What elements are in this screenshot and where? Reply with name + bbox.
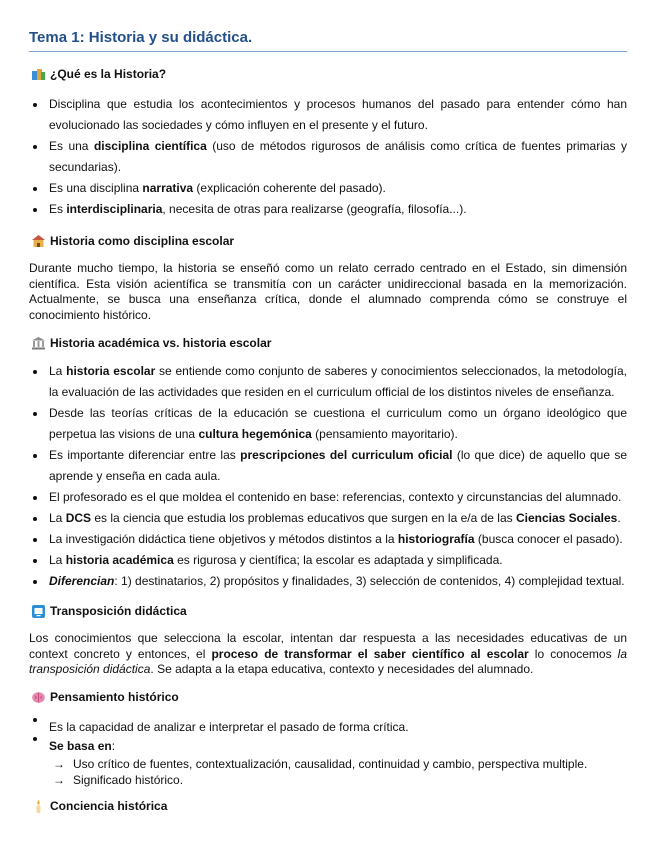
section-heading-text: Historia académica vs. historia escolar (50, 336, 272, 350)
list-item: Desde las teorías críticas de la educación se cuestiona el curriculum como un órgano ideológico que perpetua las visions de una cultura hegemónica (pensamiento mayoritario). (29, 403, 627, 445)
section-heading-text: Transposición didáctica (50, 604, 187, 618)
list-item: Es una disciplina narrativa (explicación coherente del pasado). (29, 178, 627, 199)
school-icon (32, 235, 45, 248)
arrow-icon: → (53, 773, 65, 787)
section-1-list (29, 94, 627, 220)
section-heading-academica-vs-escolar (32, 336, 271, 350)
candle-icon (32, 800, 45, 813)
list-item: La investigación didáctica tiene objetivos y métodos distintos a la historiografía (busca conocer el pasado). (29, 529, 627, 550)
list-item: Es una disciplina científica (uso de métodos rigurosos de análisis como crítica de fuentes primarias y secundarias). (29, 136, 627, 178)
list-item: Es interdisciplinaria, necesita de otras para realizarse (geografía, filosofía...). (29, 199, 627, 220)
sub-list-item: → Uso crítico de fuentes, contextualización, causalidad, continuidad y cambio, perspectiva multiple. (53, 757, 588, 771)
brain-icon (32, 691, 45, 704)
section-heading-text: ¿Qué es la Historia? (50, 67, 167, 81)
sub-list-item: → Significado histórico. (53, 773, 184, 787)
list-item: Es importante diferenciar entre las prescripciones del curriculum oficial (lo que dice) de aquello que se aprende y enseña en cada aula. (29, 445, 627, 487)
sub-list (53, 756, 613, 788)
section-heading-disciplina-escolar (32, 234, 234, 248)
paragraph: Durante mucho tiempo, la historia se enseñó como un relato cerrado centrado en el Estado, sin dimensión científica. Esta visión acientífica se transmitía con un carácter unidireccional basada en la memorización. Actualmente, se busca una enseñanza crítica, donde el alumnado comprenda cómo se construye el conocimiento histórico. (29, 261, 627, 322)
list-item: Es la capacidad de analizar e interpretar el pasado de forma crítica. (29, 718, 627, 737)
section-5-list (29, 718, 627, 756)
section-heading-transposicion (32, 604, 187, 618)
section-heading-pensamiento (32, 690, 179, 704)
section-heading-text: Pensamiento histórico (50, 690, 179, 704)
list-item: Diferencian: 1) destinatarios, 2) propósitos y finalidades, 3) selección de contenidos, 4) complejidad textual. (29, 571, 627, 592)
list-item: Se basa en: (29, 737, 627, 756)
paragraph: Los conocimientos que selecciona la escolar, intentan dar respuesta a las necesidades educativas de un context concreto y entonces, el proceso de transformar el saber científico al escolar lo conocemos la transposición didáctica. Se adapta a la etapa educativa, contexto y necesidades del alumnado. (29, 631, 627, 676)
section-heading-que-es-historia (32, 67, 166, 81)
list-item: La DCS es la ciencia que estudia los problemas educativos que surgen en la e/a de las Ciencias Sociales. (29, 508, 627, 529)
books-icon (32, 68, 45, 81)
list-item: La historia escolar se entiende como conjunto de saberes y conocimientos seleccionados, la metodología, la evaluación de las actividades que residen en el curriculum official de los distintos niveles de enseñanza. (29, 361, 627, 403)
section-3-list (29, 361, 627, 592)
section-heading-conciencia (32, 799, 167, 813)
screen-icon (32, 605, 45, 618)
list-item: La historia académica es rigurosa y científica; la escolar es adaptada y simplificada. (29, 550, 627, 571)
list-item: El profesorado es el que moldea el contenido en base: referencias, contexto y circunstancias del alumnado. (29, 487, 627, 508)
classical-building-icon (32, 337, 45, 350)
list-item: Disciplina que estudia los acontecimientos y procesos humanos del pasado para entender cómo han evolucionado las sociedades y cómo influyen en el presente y el futuro. (29, 94, 627, 136)
page-title: Tema 1: Historia y su didáctica. (29, 29, 627, 52)
section-heading-text: Historia como disciplina escolar (50, 234, 235, 248)
section-heading-text: Conciencia histórica (50, 799, 168, 813)
arrow-icon: → (53, 757, 65, 771)
